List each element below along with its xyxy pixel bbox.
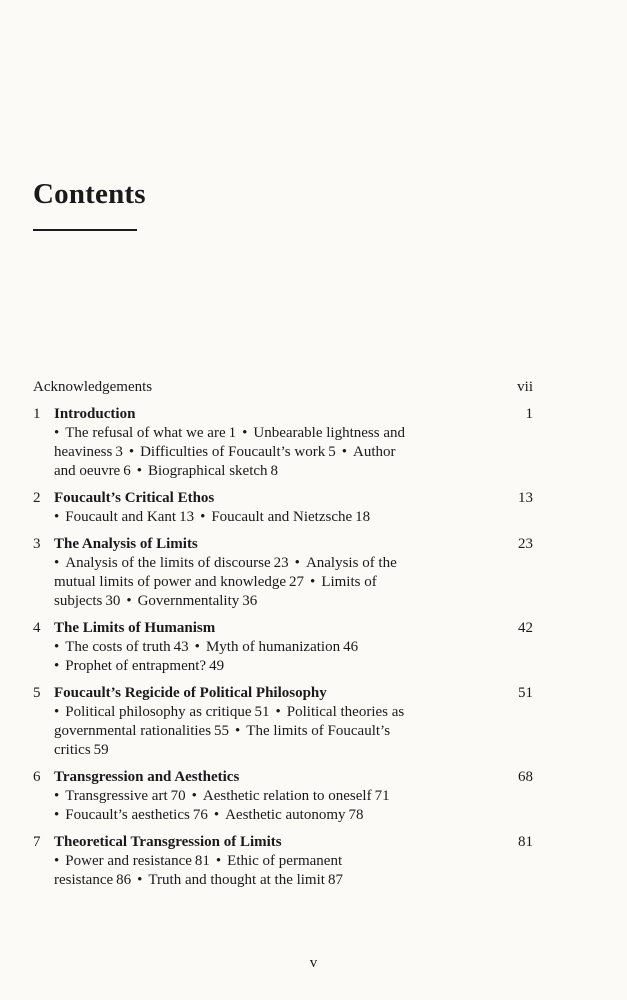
bullet-separator: • [275, 704, 281, 720]
topic-page: 55 [214, 723, 230, 739]
topic-line [54, 871, 486, 890]
topic-title: Political philosophy as critique [65, 704, 252, 720]
topic-page: 1 [228, 425, 237, 441]
chapter-topics [54, 703, 486, 760]
chapter-title: The Limits of Humanism [54, 620, 216, 636]
topic-line [54, 787, 486, 806]
bullet-separator: • [213, 807, 220, 823]
topic-title: Truth and thought at the limit [148, 872, 325, 888]
topic-page: 51 [254, 704, 270, 720]
chapter-heading-row[interactable] [33, 684, 533, 703]
topic-line [54, 852, 486, 871]
chapter-heading-row[interactable] [33, 405, 533, 424]
topic-title: Analysis of the [305, 555, 397, 571]
bullet-separator: • [242, 425, 248, 441]
toc-chapter [33, 489, 533, 527]
toc-chapter [33, 535, 533, 611]
chapter-topics [54, 638, 486, 676]
chapter-topics [54, 787, 486, 825]
chapter-page: 51 [518, 685, 533, 701]
topic-title: The refusal of what we are [65, 425, 226, 441]
topic-line [54, 462, 486, 481]
topic-title: Difficulties of Foucault’s work [140, 444, 326, 460]
chapter-topics [54, 554, 486, 611]
topic-title: Transgressive art [65, 788, 168, 804]
bullet-separator: • [54, 853, 60, 869]
chapter-number: 2 [33, 490, 41, 506]
topic-page: 70 [170, 788, 186, 804]
topic-page: 46 [343, 639, 359, 655]
topic-page: 59 [93, 742, 109, 758]
topic-page: 43 [173, 639, 189, 655]
topic-title: The costs of truth [65, 639, 171, 655]
topic-line [54, 508, 486, 527]
bullet-separator: • [54, 807, 60, 823]
chapter-number: 7 [33, 834, 41, 850]
topic-line [54, 424, 486, 443]
topic-line [54, 554, 486, 573]
topic-line [54, 592, 486, 611]
topic-title: Power and resistance [65, 853, 192, 869]
acknowledgements-label: Acknowledgements [33, 379, 153, 395]
topic-page: 78 [348, 807, 364, 823]
topic-title: Foucault and Kant [65, 509, 177, 525]
page-number: v [309, 955, 318, 971]
topic-title: critics [54, 742, 91, 758]
chapter-heading-row[interactable] [33, 619, 533, 638]
topic-title: Foucault and Nietzsche [211, 509, 353, 525]
topic-page: 86 [116, 872, 132, 888]
chapter-number: 1 [33, 406, 41, 422]
topic-title: Aesthetic autonomy [225, 807, 346, 823]
topic-page: 71 [374, 788, 390, 804]
toc-entry-acknowledgements[interactable] [33, 378, 533, 397]
topic-line [54, 443, 486, 462]
topic-title: governmental rationalities [54, 723, 212, 739]
topic-title: Ethic of permanent [227, 853, 343, 869]
chapter-topics [54, 508, 486, 527]
topic-title: Aesthetic relation to oneself [202, 788, 372, 804]
chapter-heading-row[interactable] [33, 489, 533, 508]
bullet-separator: • [126, 593, 132, 609]
bullet-separator: • [200, 509, 206, 525]
topic-title: Biographical sketch [147, 463, 268, 479]
bullet-separator: • [54, 425, 60, 441]
topic-title: Unbearable lightness and [253, 425, 405, 441]
topic-title: Limits of [321, 574, 377, 590]
topic-page: 23 [273, 555, 289, 571]
chapter-title: Transgression and Aesthetics [54, 769, 240, 785]
topic-title: subjects [54, 593, 103, 609]
topic-page: 49 [209, 658, 225, 674]
chapter-page: 13 [518, 490, 533, 506]
topic-line [54, 806, 486, 825]
chapter-title: Foucault’s Regicide of Political Philosophy [54, 685, 327, 701]
topic-line [54, 722, 486, 741]
chapter-title: Introduction [54, 406, 136, 422]
topic-title: Political theories as [286, 704, 405, 720]
table-of-contents [33, 378, 533, 898]
topic-title: Author [352, 444, 396, 460]
bullet-separator: • [310, 574, 316, 590]
topic-title: and oeuvre [54, 463, 121, 479]
topic-page: 13 [179, 509, 195, 525]
chapter-heading [33, 535, 198, 554]
bullet-separator: • [54, 788, 60, 804]
chapter-heading [33, 768, 239, 787]
chapter-title: The Analysis of Limits [54, 536, 198, 552]
chapter-heading-row[interactable] [33, 833, 533, 852]
bullet-separator: • [128, 444, 135, 460]
chapter-heading-row[interactable] [33, 768, 533, 787]
toc-chapter [33, 833, 533, 890]
chapter-topics [54, 424, 486, 481]
toc-chapter [33, 405, 533, 481]
topic-title: Prophet of entrapment? [65, 658, 207, 674]
bullet-separator: • [54, 639, 60, 655]
page-title: Contents [33, 178, 146, 210]
chapter-heading [33, 833, 282, 852]
topic-page: 6 [123, 463, 131, 479]
chapter-heading [33, 684, 327, 703]
chapter-page: 68 [518, 769, 533, 785]
topic-title: heaviness [54, 444, 113, 460]
topic-title: mutual limits of power and knowledge [54, 574, 287, 590]
title-underline [33, 229, 137, 231]
chapter-heading [33, 405, 135, 424]
bullet-separator: • [294, 555, 300, 571]
toc-chapter [33, 619, 533, 676]
topic-title: resistance [54, 872, 114, 888]
topic-page: 87 [327, 872, 343, 888]
bullet-separator: • [191, 788, 197, 804]
topic-page: 27 [289, 574, 305, 590]
chapter-number: 5 [33, 685, 41, 701]
topic-line [54, 657, 486, 676]
toc-chapter [33, 684, 533, 760]
bullet-separator: • [54, 509, 60, 525]
chapter-list [33, 405, 533, 890]
topic-line [54, 573, 486, 592]
topic-page: 3 [115, 444, 123, 460]
chapter-heading-row[interactable] [33, 535, 533, 554]
bullet-separator: • [54, 704, 60, 720]
chapter-title: Foucault’s Critical Ethos [54, 490, 215, 506]
toc-chapter [33, 768, 533, 825]
bullet-separator: • [136, 463, 142, 479]
chapter-page: 42 [518, 620, 533, 636]
chapter-heading [33, 489, 214, 508]
bullet-separator: • [54, 555, 60, 571]
topic-title: The limits of Foucault’s [246, 723, 391, 739]
topic-page: 18 [355, 509, 371, 525]
chapter-title: Theoretical Transgression of Limits [54, 834, 282, 850]
chapter-number: 3 [33, 536, 41, 552]
topic-title: Governmentality [137, 593, 240, 609]
bullet-separator: • [194, 639, 200, 655]
chapter-page: 23 [518, 536, 533, 552]
topic-line [54, 703, 486, 722]
topic-title: Foucault’s aesthetics [65, 807, 190, 823]
topic-line [54, 638, 486, 657]
acknowledgements-page: vii [517, 379, 533, 395]
topic-page: 81 [194, 853, 210, 869]
topic-page: 5 [328, 444, 336, 460]
chapter-number: 4 [33, 620, 41, 636]
chapter-page: 81 [518, 834, 533, 850]
bullet-separator: • [235, 723, 241, 739]
topic-page: 8 [270, 463, 279, 479]
bullet-separator: • [341, 444, 347, 460]
topic-page: 30 [105, 593, 121, 609]
bullet-separator: • [215, 853, 222, 869]
bullet-separator: • [54, 658, 60, 674]
topic-title: Analysis of the limits of discourse [65, 555, 271, 571]
chapter-page: 1 [525, 406, 533, 422]
chapter-topics [54, 852, 486, 890]
topic-title: Myth of humanization [205, 639, 341, 655]
chapter-heading [33, 619, 215, 638]
bullet-separator: • [137, 872, 143, 888]
topic-page: 76 [192, 807, 208, 823]
topic-line [54, 741, 486, 760]
topic-page: 36 [242, 593, 258, 609]
chapter-number: 6 [33, 769, 41, 785]
